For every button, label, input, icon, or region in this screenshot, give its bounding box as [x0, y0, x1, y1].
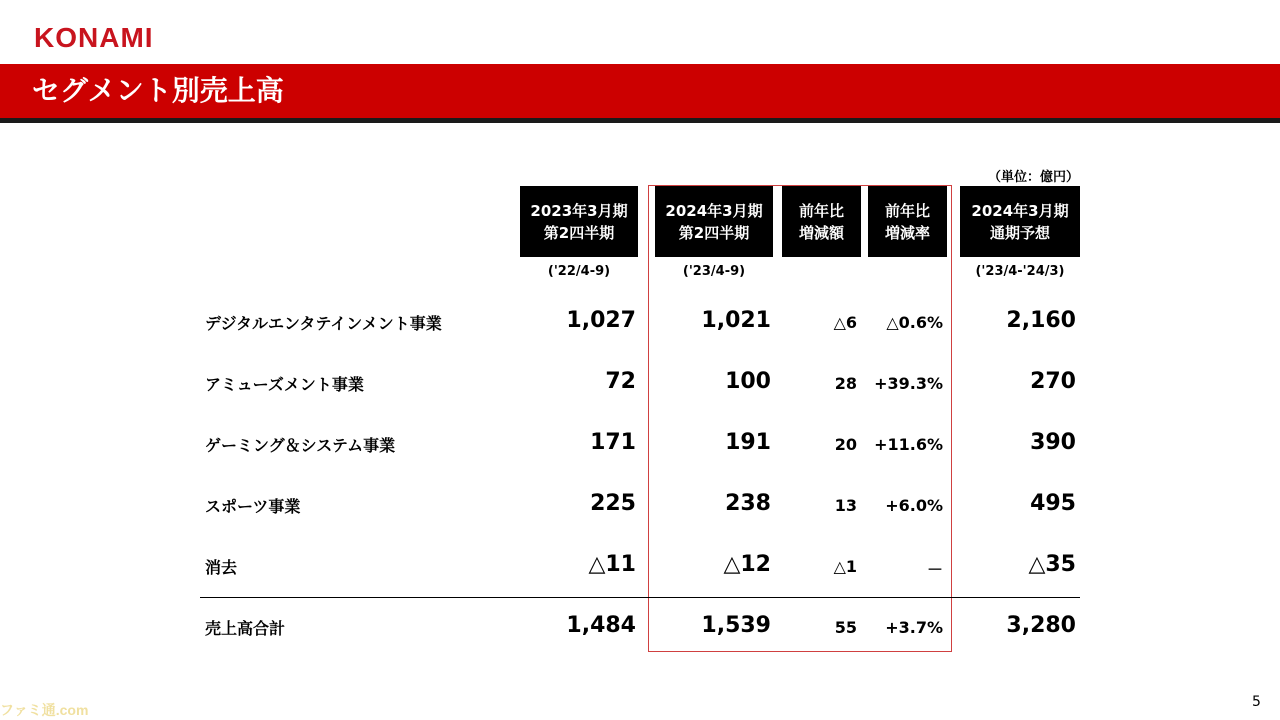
cell-yoy-amount: △1 — [833, 557, 857, 576]
cell-forecast: 390 — [1030, 430, 1076, 455]
cell-forecast: 2,160 — [1006, 308, 1076, 333]
col-header-yoy-rate — [868, 186, 947, 257]
cell-forecast: 495 — [1030, 491, 1076, 516]
cell-curr-q2: 100 — [725, 369, 771, 394]
row-label-total: 売上高合計 — [205, 619, 286, 638]
cell-yoy-amount: 20 — [834, 435, 857, 454]
page-title: セグメント別売上高 — [32, 74, 284, 107]
col-header-line2: 増減額 — [798, 223, 844, 242]
cell-yoy-amount: 13 — [834, 496, 857, 515]
page-number: 5 — [1252, 694, 1261, 710]
cell-yoy-rate: +11.6% — [874, 435, 943, 454]
cell-curr-q2: 1,539 — [701, 613, 771, 638]
total-divider — [200, 597, 1080, 598]
cell-yoy-rate: △0.6% — [886, 313, 943, 332]
col-header-yoy-amount — [782, 186, 861, 257]
col-header-line1: 前年比 — [798, 201, 844, 220]
cell-yoy-rate: +6.0% — [885, 496, 943, 515]
cell-forecast: 3,280 — [1006, 613, 1076, 638]
cell-yoy-amount: 28 — [834, 374, 857, 393]
unit-label: （単位：億円） — [988, 170, 1080, 185]
period-curr-q2: ('23/4-9) — [682, 264, 746, 279]
col-header-line1: 前年比 — [884, 201, 930, 220]
cell-yoy-rate: － — [926, 560, 943, 579]
col-header-line1: 2023年3月期 — [530, 201, 628, 220]
cell-curr-q2: △12 — [723, 552, 771, 577]
row-label-amusement: アミューズメント事業 — [205, 375, 364, 394]
cell-prev-q2: 171 — [590, 430, 636, 455]
col-header-forecast — [960, 186, 1080, 257]
banner-rule — [0, 118, 1280, 123]
row-label-gaming-systems: ゲーミング＆システム事業 — [205, 436, 396, 455]
col-header-prev-q2 — [520, 186, 638, 257]
row-label-sports: スポーツ事業 — [205, 497, 301, 516]
cell-prev-q2: 225 — [590, 491, 636, 516]
cell-prev-q2: 72 — [605, 369, 636, 394]
cell-prev-q2: 1,484 — [566, 613, 636, 638]
cell-curr-q2: 238 — [725, 491, 771, 516]
konami-logo: KONAMI — [34, 22, 154, 53]
col-header-curr-q2 — [655, 186, 773, 257]
row-label-digital-entertainment: デジタルエンタテインメント事業 — [205, 314, 442, 333]
period-prev-q2: ('22/4-9) — [547, 264, 611, 279]
cell-prev-q2: △11 — [588, 552, 636, 577]
cell-prev-q2: 1,027 — [566, 308, 636, 333]
col-header-line1: 2024年3月期 — [665, 201, 763, 220]
col-header-line1: 2024年3月期 — [971, 201, 1069, 220]
cell-forecast: △35 — [1028, 552, 1076, 577]
col-header-line2: 第2四半期 — [678, 223, 750, 242]
col-header-line2: 通期予想 — [989, 223, 1050, 242]
cell-forecast: 270 — [1030, 369, 1076, 394]
cell-yoy-amount: △6 — [833, 313, 857, 332]
cell-yoy-rate: +39.3% — [874, 374, 943, 393]
col-header-line2: 第2四半期 — [543, 223, 615, 242]
cell-yoy-rate: +3.7% — [885, 618, 943, 637]
cell-curr-q2: 191 — [725, 430, 771, 455]
col-header-line2: 増減率 — [884, 223, 930, 242]
cell-curr-q2: 1,021 — [701, 308, 771, 333]
period-forecast: ('23/4-'24/3) — [975, 264, 1065, 279]
row-label-elimination: 消去 — [205, 558, 238, 577]
watermark-logo: ファミ通.com — [0, 702, 89, 718]
cell-yoy-amount: 55 — [834, 618, 857, 637]
